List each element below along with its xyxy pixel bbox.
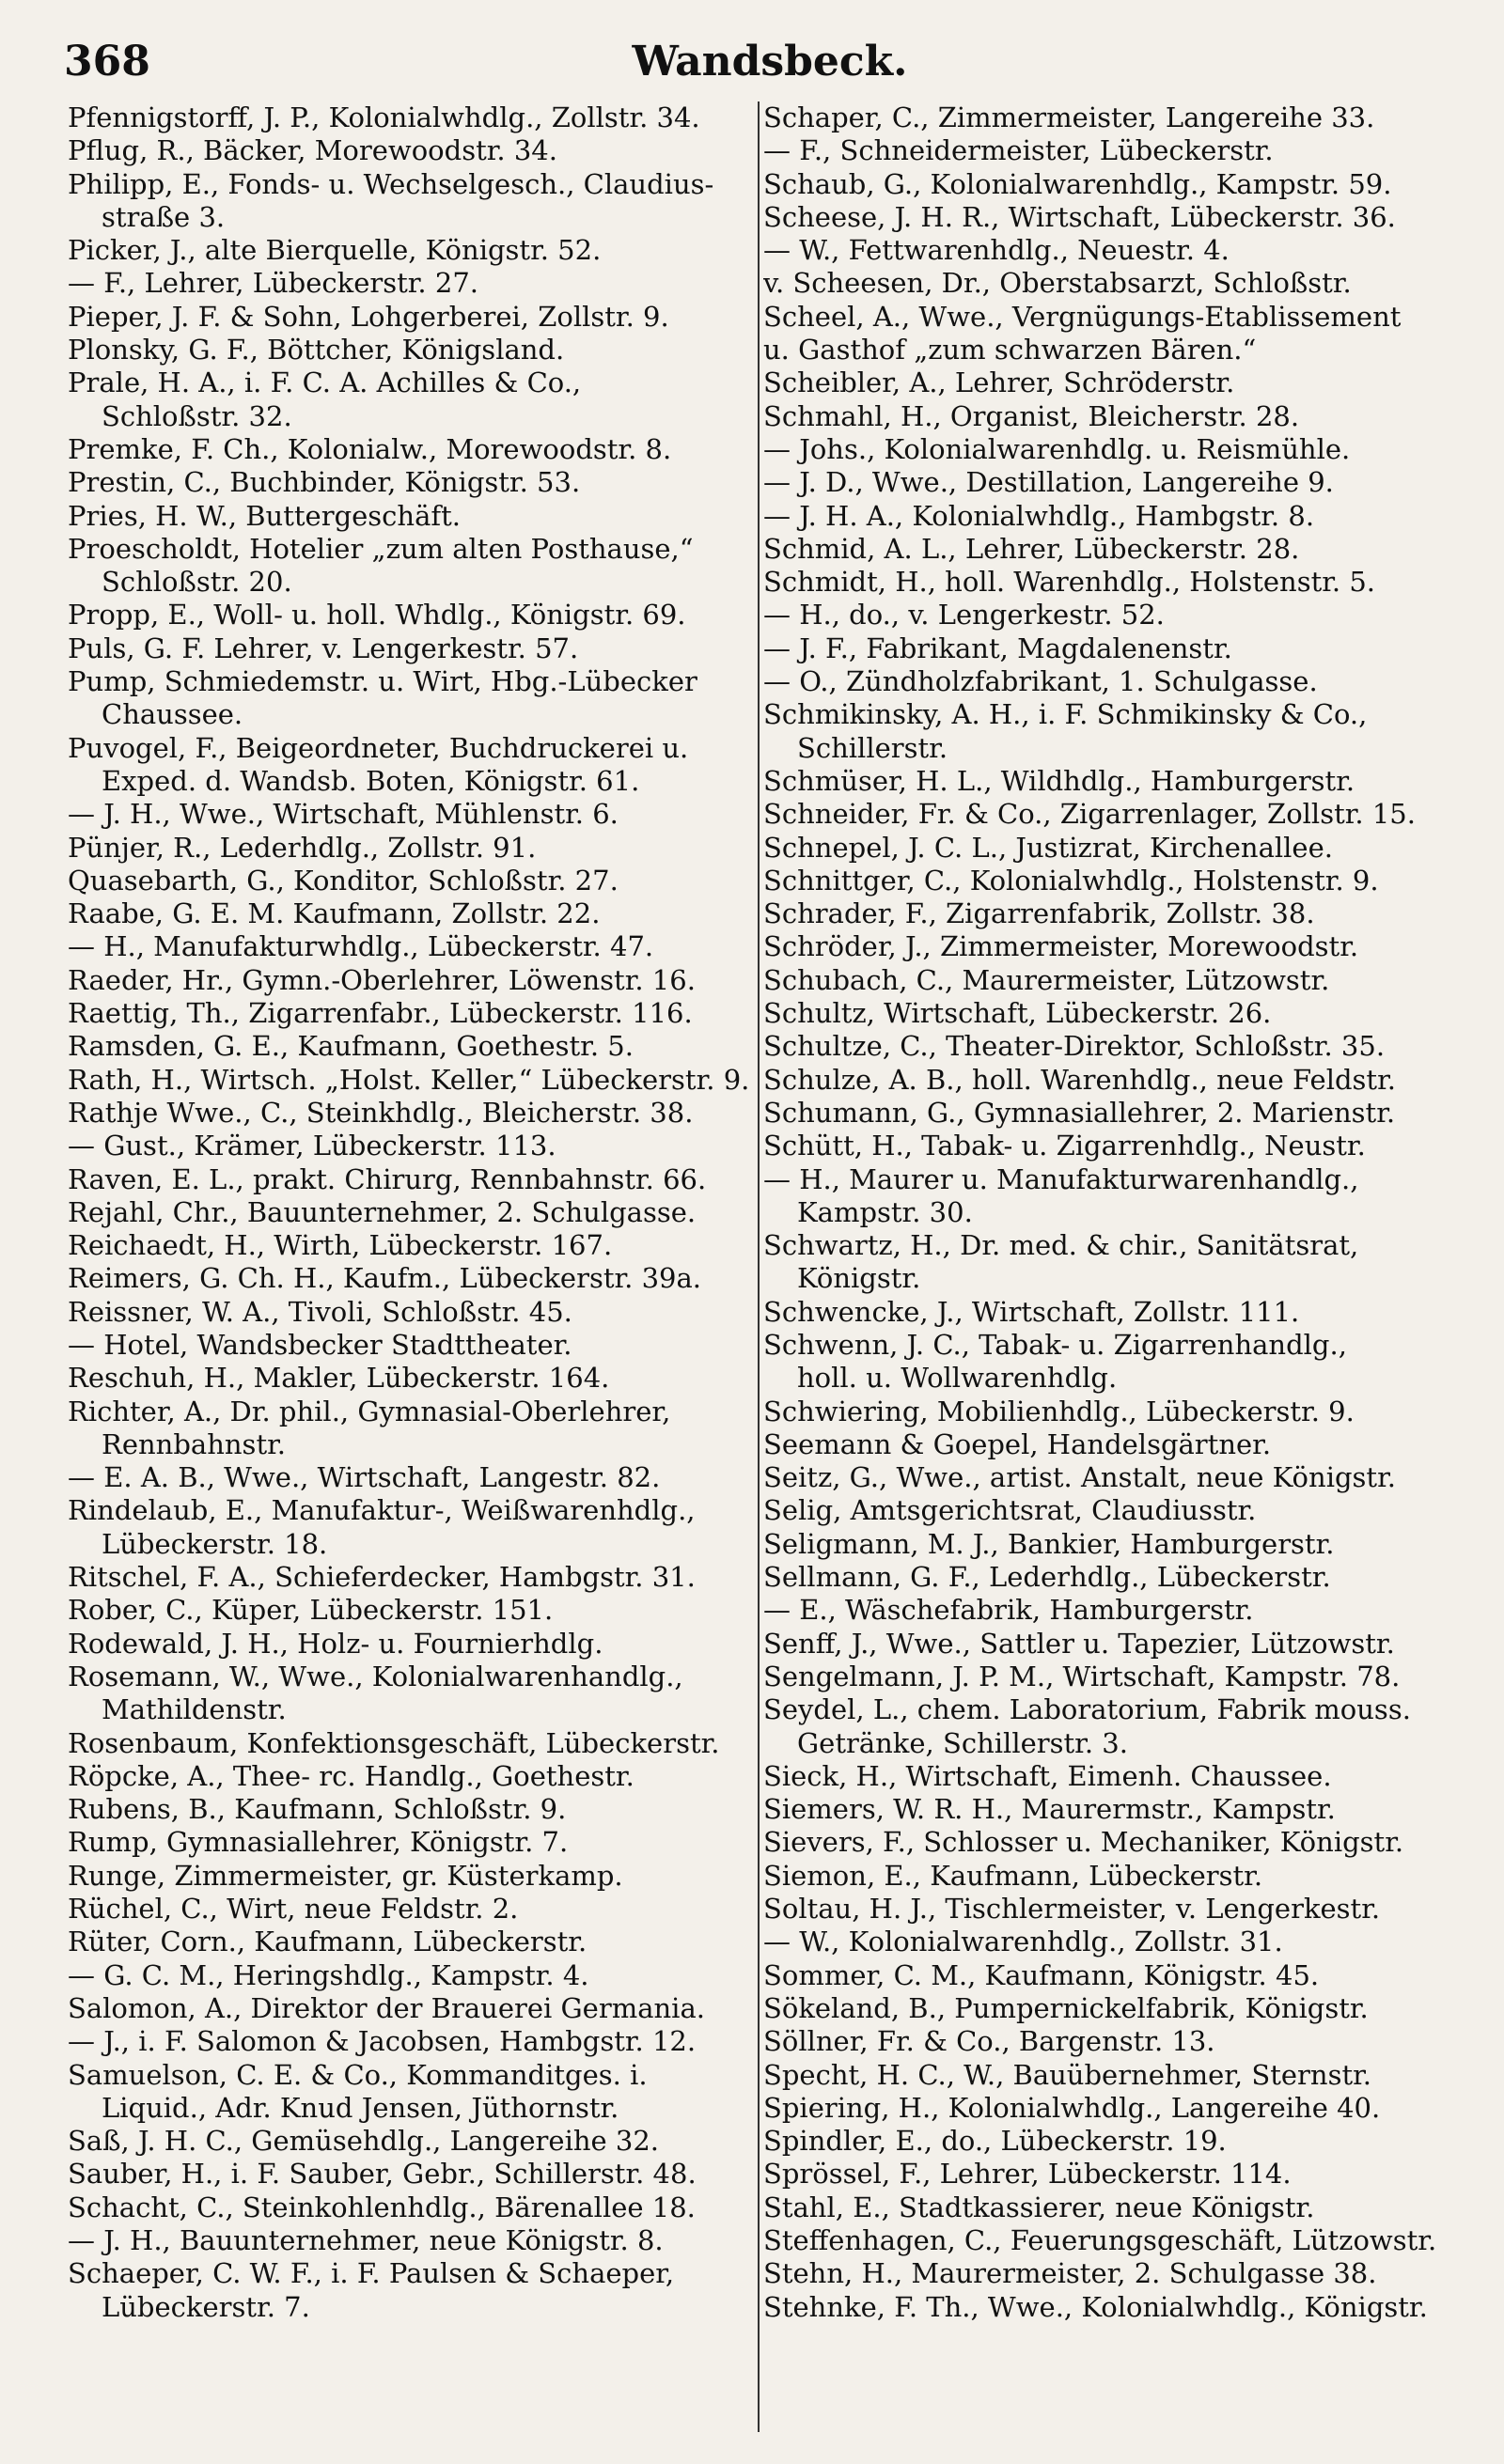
directory-entry-line: — Hotel, Wandsbecker Stadttheater.: [68, 1328, 572, 1361]
directory-entry-line: Prestin, C., Buchbinder, Königstr. 53.: [68, 466, 581, 499]
directory-entry-line: — Johs., Kolonialwarenhdlg. u. Reismühle.: [763, 432, 1351, 465]
directory-entry-line: Schmidt, H., holl. Warenhdlg., Holstenstr. 5.: [763, 566, 1376, 599]
directory-entry-line: Plonsky, G. F., Böttcher, Königsland.: [68, 334, 565, 366]
directory-entry-line: Pieper, J. F. & Sohn, Lohgerberei, Zollstr. 9.: [68, 300, 669, 333]
page-number: 368: [64, 38, 150, 86]
directory-entry-line: — E. A. B., Wwe., Wirtschaft, Langestr. 82.: [68, 1461, 661, 1494]
directory-entry-line: u. Gasthof „zum schwarzen Bären.“: [763, 334, 1257, 366]
directory-entry-line: Raettig, Th., Zigarrenfabr., Lübeckerstr. 116.: [68, 997, 693, 1030]
directory-entry-line: Schubach, C., Maurermeister, Lützowstr.: [763, 963, 1330, 996]
directory-entry-line: Rüter, Corn., Kaufmann, Lübeckerstr.: [68, 1926, 588, 1958]
directory-entry-line: Schwartz, H., Dr. med. & chir., Sanitätsrat,: [763, 1229, 1359, 1262]
directory-entry-line: — H., Manufakturwhdlg., Lübeckerstr. 47.: [68, 930, 654, 963]
directory-entry-line: Pflug, R., Bäcker, Morewoodstr. 34.: [68, 134, 557, 167]
directory-entry-line: Sieck, H., Wirtschaft, Eimenh. Chaussee.: [763, 1759, 1332, 1792]
directory-entry-line: Rindelaub, E., Manufaktur-, Weißwarenhdlg.,: [68, 1494, 696, 1527]
directory-entry-line: — J., i. F. Salomon & Jacobsen, Hambgstr. 12.: [68, 2025, 697, 2058]
page-header: [64, 38, 1476, 94]
directory-entry-line: — W., Fettwarenhdlg., Neuestr. 4.: [763, 234, 1230, 267]
directory-entry-line: Reimers, G. Ch. H., Kaufm., Lübeckerstr. 39a.: [68, 1262, 702, 1295]
directory-entry-line: Lübeckerstr. 18.: [102, 1527, 328, 1560]
directory-entry-line: Rump, Gymnasiallehrer, Königstr. 7.: [68, 1826, 569, 1859]
directory-entry-line: Rejahl, Chr., Bauunternehmer, 2. Schulgasse.: [68, 1195, 697, 1228]
directory-entry-line: Scheese, J. H. R., Wirtschaft, Lübeckerstr. 36.: [763, 200, 1396, 233]
directory-entry-line: — W., Kolonialwarenhdlg., Zollstr. 31.: [763, 1926, 1283, 1958]
directory-entry-line: Schultz, Wirtschaft, Lübeckerstr. 26.: [763, 997, 1272, 1030]
directory-entry-line: Pünjer, R., Lederhdlg., Zollstr. 91.: [68, 831, 537, 864]
directory-entry-line: Schneider, Fr. & Co., Zigarrenlager, Zollstr. 15.: [763, 798, 1416, 831]
directory-entry-line: Schnittger, C., Kolonialwhdlg., Holstenstr. 9.: [763, 864, 1379, 897]
directory-entry-line: Rath, H., Wirtsch. „Holst. Keller,“ Lübeckerstr. 9.: [68, 1063, 750, 1096]
directory-entry-line: Sprössel, F., Lehrer, Lübeckerstr. 114.: [763, 2158, 1292, 2191]
directory-entry-line: Pfennigstorff, J. P., Kolonialwhdlg., Zollstr. 34.: [68, 101, 700, 133]
directory-entry-line: Steffenhagen, C., Feuerungsgeschäft, Lützowstr.: [763, 2224, 1437, 2256]
directory-entry-line: Pump, Schmiedemstr. u. Wirt, Hbg.-Lübecker: [68, 665, 697, 698]
directory-entry-line: Sellmann, G. F., Lederhdlg., Lübeckerstr.: [763, 1561, 1331, 1594]
directory-entry-line: Sauber, H., i. F. Sauber, Gebr., Schillerstr. 48.: [68, 2158, 697, 2191]
directory-entry-line: — H., Maurer u. Manufakturwarenhandlg.,: [763, 1162, 1359, 1195]
directory-entry-line: v. Scheesen, Dr., Oberstabsarzt, Schloßstr.: [763, 267, 1352, 300]
directory-entry-line: Raabe, G. E. M. Kaufmann, Zollstr. 22.: [68, 897, 601, 930]
directory-entry-line: Schwiering, Mobilienhdlg., Lübeckerstr. 9.: [763, 1395, 1355, 1427]
directory-entry-line: Schröder, J., Zimmermeister, Morewoodstr.: [763, 930, 1359, 963]
directory-entry-line: Raeder, Hr., Gymn.-Oberlehrer, Löwenstr. 16.: [68, 963, 696, 996]
directory-entry-line: Schultze, C., Theater-Direktor, Schloßstr. 35.: [763, 1030, 1386, 1063]
directory-entry-line: Samuelson, C. E. & Co., Kommanditges. i.: [68, 2058, 648, 2091]
directory-entry-line: Mathildenstr.: [102, 1693, 287, 1726]
directory-entry-line: Seitz, G., Wwe., artist. Anstalt, neue Königstr.: [763, 1461, 1396, 1494]
directory-entry-line: Philipp, E., Fonds- u. Wechselgesch., Claudius-: [68, 167, 714, 200]
directory-entry-line: Schmid, A. L., Lehrer, Lübeckerstr. 28.: [763, 532, 1300, 565]
directory-entry-line: Schulze, A. B., holl. Warenhdlg., neue Feldstr.: [763, 1063, 1396, 1096]
directory-entry-line: Rubens, B., Kaufmann, Schloßstr. 9.: [68, 1793, 567, 1826]
directory-entry-line: Schmikinsky, A. H., i. F. Schmikinsky & Co.,: [763, 698, 1368, 731]
directory-entry-line: Reschuh, H., Makler, Lübeckerstr. 164.: [68, 1362, 610, 1395]
directory-entry-line: — J. H., Bauunternehmer, neue Königstr. 8.: [68, 2224, 664, 2256]
directory-entry-line: Seydel, L., chem. Laboratorium, Fabrik mouss.: [763, 1693, 1411, 1726]
directory-entry-line: Rennbahnstr.: [102, 1427, 286, 1460]
directory-entry-line: Reichaedt, H., Wirth, Lübeckerstr. 167.: [68, 1229, 613, 1262]
directory-entry-line: Scheel, A., Wwe., Vergnügungs-Etablissement: [763, 300, 1402, 333]
directory-entry-line: Schwencke, J., Wirtschaft, Zollstr. 111.: [763, 1295, 1300, 1328]
directory-entry-line: — G. C. M., Heringshdlg., Kampstr. 4.: [68, 1958, 589, 1991]
running-head: Wandsbeck.: [632, 38, 908, 86]
directory-entry-line: Rodewald, J. H., Holz- u. Fournierhdlg.: [68, 1627, 603, 1660]
directory-entry-line: Schaeper, C. W. F., i. F. Paulsen & Schaeper,: [68, 2257, 675, 2290]
directory-entry-line: Runge, Zimmermeister, gr. Küsterkamp.: [68, 1859, 623, 1892]
directory-entry-line: Kampstr. 30.: [797, 1195, 973, 1228]
directory-entry-line: — J. H., Wwe., Wirtschaft, Mühlenstr. 6.: [68, 798, 619, 831]
directory-entry-line: Propp, E., Woll- u. holl. Whdlg., Königstr. 69.: [68, 599, 686, 632]
directory-entry-line: — Gust., Krämer, Lübeckerstr. 113.: [68, 1130, 556, 1162]
directory-entry-line: Scheibler, A., Lehrer, Schröderstr.: [763, 366, 1235, 399]
directory-entry-line: Schloßstr. 20.: [102, 566, 292, 599]
left-column: [68, 101, 754, 2324]
directory-entry-line: Schillerstr.: [797, 731, 948, 764]
directory-entry-line: holl. u. Wollwarenhdlg.: [797, 1362, 1118, 1395]
directory-entry-line: Rüchel, C., Wirt, neue Feldstr. 2.: [68, 1893, 519, 1926]
directory-entry-line: Chaussee.: [102, 698, 243, 731]
directory-entry-line: Puvogel, F., Beigeordneter, Buchdruckerei u.: [68, 731, 689, 764]
directory-entry-line: — E., Wäschefabrik, Hamburgerstr.: [763, 1594, 1254, 1627]
directory-entry-line: Sengelmann, J. P. M., Wirtschaft, Kampstr. 78.: [763, 1660, 1401, 1692]
directory-entry-line: Proescholdt, Hotelier „zum alten Posthause,“: [68, 532, 694, 565]
directory-entry-line: — J. F., Fabrikant, Magdalenenstr.: [763, 632, 1232, 664]
directory-entry-line: — H., do., v. Lengerkestr. 52.: [763, 599, 1165, 632]
directory-entry-line: Premke, F. Ch., Kolonialw., Morewoodstr. 8.: [68, 432, 672, 465]
directory-entry-line: Schmahl, H., Organist, Bleicherstr. 28.: [763, 399, 1300, 432]
directory-entry-line: Stehn, H., Maurermeister, 2. Schulgasse 38.: [763, 2257, 1377, 2290]
directory-entry-line: Saß, J. H. C., Gemüsehdlg., Langereihe 32.: [68, 2125, 660, 2158]
right-column: [763, 101, 1487, 2324]
directory-entry-line: Puls, G. F. Lehrer, v. Lengerkestr. 57.: [68, 632, 579, 664]
directory-entry-line: Seligmann, M. J., Bankier, Hamburgerstr.: [763, 1527, 1335, 1560]
directory-entry-line: Liquid., Adr. Knud Jensen, Jüthornstr.: [102, 2091, 619, 2124]
directory-entry-line: Schnepel, J. C. L., Justizrat, Kirchenallee.: [763, 831, 1333, 864]
directory-entry-line: Specht, H. C., W., Bauübernehmer, Sternstr.: [763, 2058, 1372, 2091]
directory-entry-line: Schaub, G., Kolonialwarenhdlg., Kampstr. 59.: [763, 167, 1392, 200]
directory-entry-line: Sökeland, B., Pumpernickelfabrik, Königstr.: [763, 1991, 1369, 2024]
directory-entry-line: Raven, E. L., prakt. Chirurg, Rennbahnstr. 66.: [68, 1162, 707, 1195]
directory-entry-line: Siemon, E., Kaufmann, Lübeckerstr.: [763, 1859, 1263, 1892]
directory-entry-line: Soltau, H. J., Tischlermeister, v. Lengerkestr.: [763, 1893, 1381, 1926]
directory-entry-line: Röpcke, A., Thee- rc. Handlg., Goethestr.: [68, 1759, 634, 1792]
directory-entry-line: Richter, A., Dr. phil., Gymnasial-Oberlehrer,: [68, 1395, 671, 1427]
directory-entry-line: Exped. d. Wandsb. Boten, Königstr. 61.: [102, 764, 640, 797]
directory-entry-line: Schaper, C., Zimmermeister, Langereihe 33.: [763, 101, 1375, 133]
directory-entry-line: Prale, H. A., i. F. C. A. Achilles & Co.,: [68, 366, 582, 399]
directory-entry-line: Schloßstr. 32.: [102, 399, 292, 432]
directory-entry-line: Rober, C., Küper, Lübeckerstr. 151.: [68, 1594, 554, 1627]
directory-entry-line: Reissner, W. A., Tivoli, Schloßstr. 45.: [68, 1295, 572, 1328]
directory-entry-line: Selig, Amtsgerichtsrat, Claudiusstr.: [763, 1494, 1257, 1527]
column-divider: [758, 101, 760, 2432]
directory-entry-line: Schwenn, J. C., Tabak- u. Zigarrenhandlg.,: [763, 1328, 1347, 1361]
directory-entry-line: Quasebarth, G., Konditor, Schloßstr. 27.: [68, 864, 619, 897]
directory-entry-line: Spindler, E., do., Lübeckerstr. 19.: [763, 2125, 1227, 2158]
directory-entry-line: — F., Schneidermeister, Lübeckerstr.: [763, 134, 1274, 167]
directory-entry-line: Rosenbaum, Konfektionsgeschäft, Lübeckerstr.: [68, 1726, 720, 1759]
directory-entry-line: Sommer, C. M., Kaufmann, Königstr. 45.: [763, 1958, 1320, 1991]
directory-entry-line: Ramsden, G. E., Kaufmann, Goethestr. 5.: [68, 1030, 634, 1063]
directory-entry-line: Schmüser, H. L., Wildhdlg., Hamburgerstr.: [763, 764, 1355, 797]
directory-entry-line: Schumann, G., Gymnasiallehrer, 2. Marienstr.: [763, 1096, 1396, 1129]
directory-entry-line: Salomon, A., Direktor der Brauerei Germania.: [68, 1991, 705, 2024]
directory-entry-line: Ritschel, F. A., Schieferdecker, Hambgstr. 31.: [68, 1561, 696, 1594]
directory-entry-line: Senff, J., Wwe., Sattler u. Tapezier, Lützowstr.: [763, 1627, 1395, 1660]
directory-entry-line: Schacht, C., Steinkohlenhdlg., Bärenallee 18.: [68, 2191, 696, 2223]
directory-entry-line: Söllner, Fr. & Co., Bargenstr. 13.: [763, 2025, 1215, 2058]
directory-entry-line: — J. H. A., Kolonialwhdlg., Hambgstr. 8.: [763, 499, 1315, 532]
directory-entry-line: Rosemann, W., Wwe., Kolonialwarenhandlg.,: [68, 1660, 683, 1692]
directory-entry-line: Stahl, E., Stadtkassierer, neue Königstr.: [763, 2191, 1315, 2223]
directory-entry-line: Pries, H. W., Buttergeschäft.: [68, 499, 461, 532]
directory-entry-line: Königstr.: [797, 1262, 921, 1295]
directory-entry-line: — O., Zündholzfabrikant, 1. Schulgasse.: [763, 665, 1318, 698]
directory-entry-line: Rathje Wwe., C., Steinkhdlg., Bleicherstr. 38.: [68, 1096, 694, 1129]
directory-entry-line: — F., Lehrer, Lübeckerstr. 27.: [68, 267, 478, 300]
directory-entry-line: Stehnke, F. Th., Wwe., Kolonialwhdlg., Königstr.: [763, 2290, 1428, 2323]
directory-entry-line: Getränke, Schillerstr. 3.: [797, 1726, 1128, 1759]
directory-entry-line: Siemers, W. R. H., Maurermstr., Kampstr.: [763, 1793, 1336, 1826]
directory-entry-line: Sievers, F., Schlosser u. Mechaniker, Königstr.: [763, 1826, 1404, 1859]
directory-entry-line: Spiering, H., Kolonialwhdlg., Langereihe 40.: [763, 2091, 1381, 2124]
directory-entry-line: Picker, J., alte Bierquelle, Königstr. 52.: [68, 234, 602, 267]
directory-entry-line: — J. D., Wwe., Destillation, Langereihe 9.: [763, 466, 1334, 499]
directory-entry-line: straße 3.: [102, 200, 226, 233]
directory-entry-line: Schrader, F., Zigarrenfabrik, Zollstr. 38.: [763, 897, 1315, 930]
directory-entry-line: Seemann & Goepel, Handelsgärtner.: [763, 1427, 1272, 1460]
directory-entry-line: Schütt, H., Tabak- u. Zigarrenhdlg., Neustr.: [763, 1130, 1366, 1162]
directory-entry-line: Lübeckerstr. 7.: [102, 2290, 310, 2323]
